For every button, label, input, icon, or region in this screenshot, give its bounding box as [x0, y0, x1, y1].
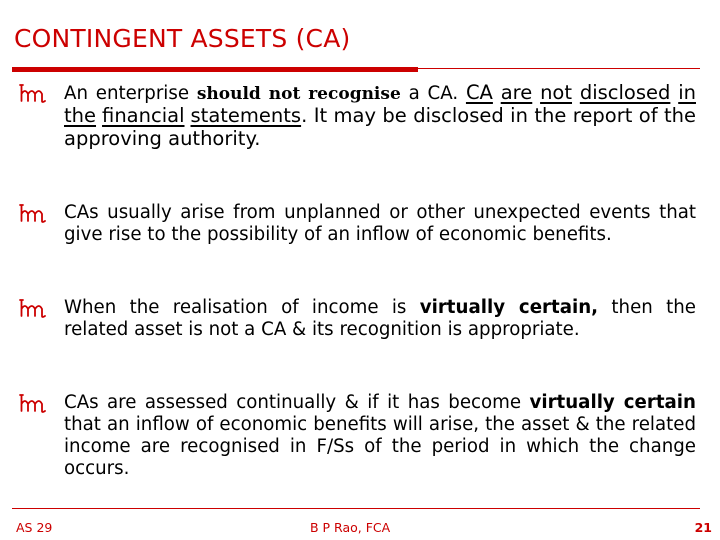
text-segment: CAs usually arise from unplanned or other unexpected events that give rise to the possibility of an inflow of economic benefits. [64, 202, 696, 245]
text-segment: virtually certain, [419, 297, 599, 318]
bullet-text-2 [64, 202, 696, 246]
hm-glyph-icon [18, 84, 46, 104]
text-segment: CA [465, 81, 493, 104]
text-segment: CAs are assessed continually & if it has become [64, 392, 530, 413]
text-segment: that an inflow of economic benefits will arise, the asset & the related income are recognised in F/Ss of the period in which the change occurs. [64, 414, 696, 479]
text-segment: statements [190, 104, 302, 127]
text-segment: disclosed [579, 81, 671, 104]
page-number: 21 [694, 520, 712, 535]
hm-glyph-icon [18, 299, 46, 319]
text-segment: a CA. [400, 83, 466, 104]
text-segment: virtually certain [529, 392, 696, 413]
title-underline-thick [12, 67, 418, 72]
text-segment [572, 83, 580, 104]
footer-standard-label: AS 29 [16, 520, 53, 535]
text-segment: then the related asset is not a CA & its recognition is appropriate. [64, 297, 696, 340]
footer-divider [12, 508, 700, 509]
text-segment: financial [102, 104, 185, 127]
text-segment: the [64, 104, 97, 127]
text-segment: When the realisation of income is [64, 297, 420, 318]
footer-author: B P Rao, FCA [310, 520, 391, 535]
title-underline-thin [418, 68, 700, 69]
hm-glyph-icon [18, 204, 46, 224]
text-segment: should not recognise [196, 84, 401, 104]
hm-glyph-icon [18, 394, 46, 414]
text-segment [493, 83, 501, 104]
text-segment [532, 83, 540, 104]
text-segment: not [540, 81, 573, 104]
slide-title: CONTINGENT ASSETS (CA) [14, 24, 351, 53]
bullet-text-3 [64, 297, 696, 341]
bullet-text-4 [64, 392, 696, 480]
text-segment: in [678, 81, 696, 104]
bullet-text-1 [64, 82, 696, 151]
text-segment: are [500, 81, 533, 104]
text-segment: An enterprise [64, 83, 197, 104]
text-segment: . It may be disclosed in the report of the approving authority. [64, 104, 696, 150]
